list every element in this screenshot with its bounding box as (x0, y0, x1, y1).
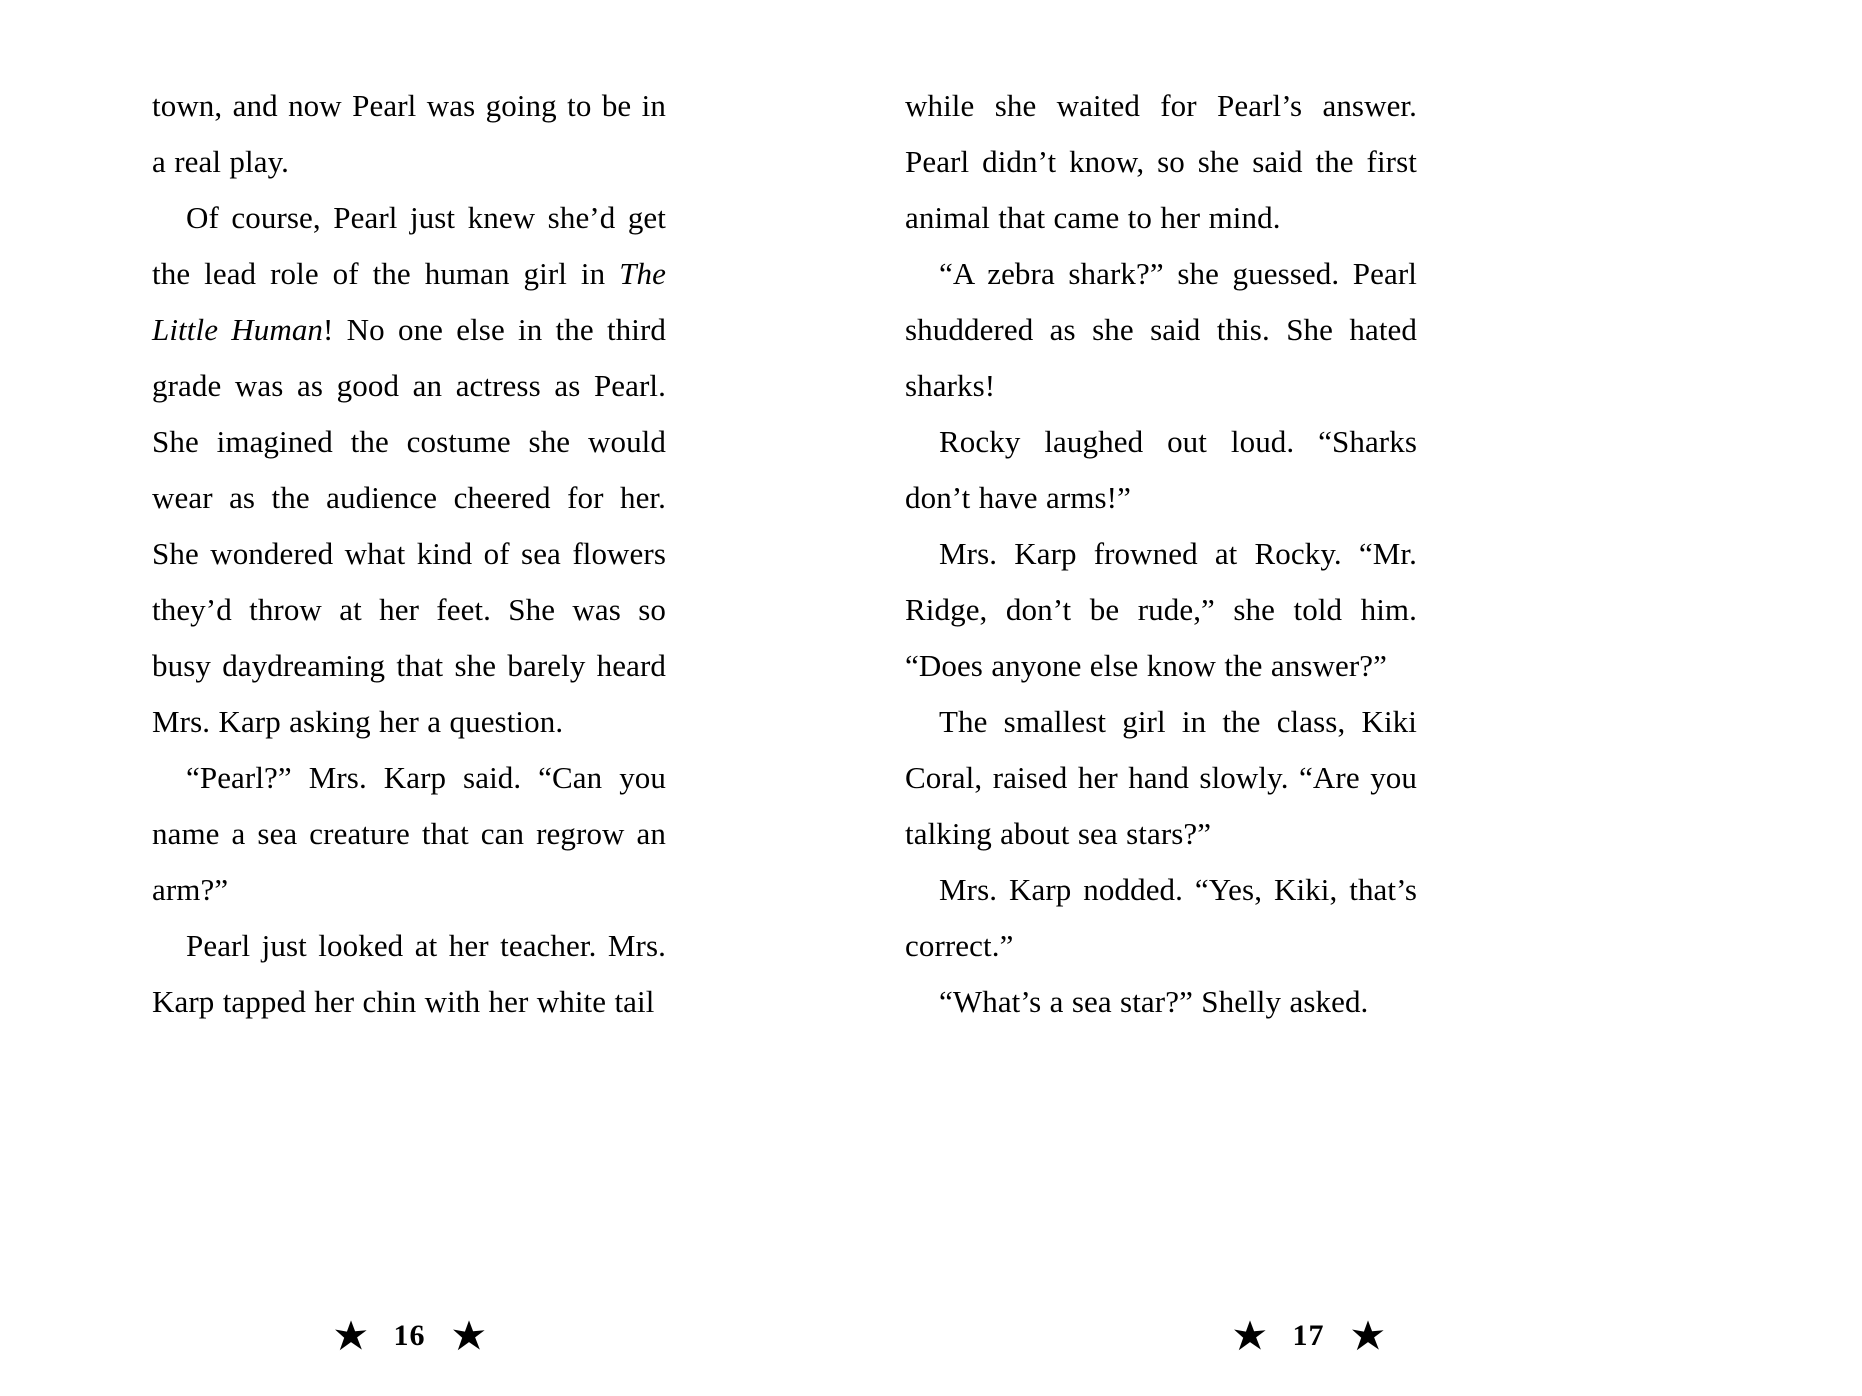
page-number: 17 (1292, 1319, 1325, 1352)
text-run: town, and now Pearl was going to be in a real play. (152, 88, 666, 179)
text-run: Mrs. Karp nodded. “Yes, Kiki, that’s correct.” (905, 872, 1417, 963)
paragraph (152, 190, 666, 750)
text-run: Pearl just looked at her teacher. Mrs. Karp tapped her chin with her white tail (152, 928, 666, 1019)
text-run: ! No one else in the third grade was as good an actress as Pearl. She imagined the costume she would wear as the audience cheered for her. She wondered what kind of sea flowers they’d throw at her feet. She was so busy daydreaming that she barely heard Mrs. Karp asking her a question. (152, 312, 666, 739)
star-ornament-icon (1351, 1319, 1385, 1353)
star-ornament-icon (452, 1319, 486, 1353)
right-page (905, 0, 1862, 1396)
right-page-footer (843, 1276, 1774, 1396)
paragraph (152, 750, 666, 918)
text-run: “Pearl?” Mrs. Karp said. “Can you name a sea creature that can regrow an arm?” (152, 760, 666, 907)
text-run: “What’s a sea star?” Shelly asked. (939, 984, 1369, 1019)
paragraph (905, 526, 1417, 694)
paragraph (905, 694, 1417, 862)
text-run: Of course, Pearl just knew she’d get the lead role of the human girl in (152, 200, 666, 291)
text-run: Rocky laughed out loud. “Sharks don’t have arms!” (905, 424, 1417, 515)
text-run: while she waited for Pearl’s answer. Pearl didn’t know, so she said the first animal that came to her mind. (905, 88, 1417, 235)
text-run: The smallest girl in the class, Kiki Coral, raised her hand slowly. “Are you talking about sea stars?” (905, 704, 1417, 851)
paragraph (905, 974, 1417, 1030)
paragraph (905, 862, 1417, 974)
star-ornament-icon (334, 1319, 368, 1353)
paragraph (152, 918, 666, 1030)
text-run: “A zebra shark?” she guessed. Pearl shuddered as she said this. She hated sharks! (905, 256, 1417, 403)
star-ornament-icon (1233, 1319, 1267, 1353)
text-run: Mrs. Karp frowned at Rocky. “Mr. Ridge, don’t be rude,” she told him. “Does anyone else know the answer?” (905, 536, 1417, 683)
italic-title-run: The Little Human (152, 256, 666, 347)
paragraph (905, 414, 1417, 526)
page-number: 16 (393, 1319, 426, 1352)
right-page-text-block (905, 78, 1417, 1030)
paragraph (152, 78, 666, 190)
paragraph (905, 78, 1417, 246)
left-page-footer (0, 1276, 875, 1396)
paragraph (905, 246, 1417, 414)
left-page-text-block (152, 78, 666, 1030)
